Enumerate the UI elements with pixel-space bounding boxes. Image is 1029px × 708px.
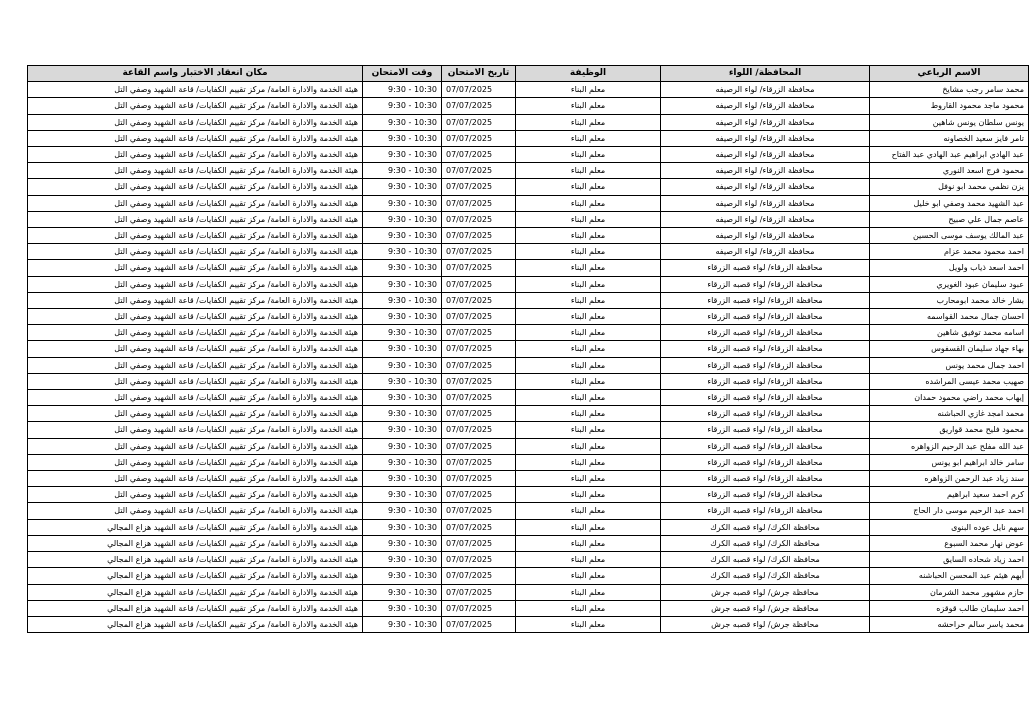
- cell-exam-time: 9:30 - 10:30: [363, 244, 442, 260]
- cell-job: معلم البناء: [516, 503, 661, 519]
- table-row: [28, 454, 1029, 470]
- table-row: [28, 244, 1029, 260]
- cell-name: محمود فرج اسعد النوري: [870, 163, 1029, 179]
- cell-exam-date: 07/07/2025: [442, 147, 516, 163]
- table-row: [28, 341, 1029, 357]
- cell-job: معلم البناء: [516, 211, 661, 227]
- cell-name: كرم احمد سعيد ابراهيم: [870, 487, 1029, 503]
- cell-governorate: محافظة الكرك/ لواء قصبه الكرك: [661, 568, 870, 584]
- cell-governorate: محافظة الزرقاء/ لواء قصبه الزرقاء: [661, 454, 870, 470]
- table-body: [28, 82, 1029, 633]
- table-row: [28, 147, 1029, 163]
- exam-schedule-table: [27, 65, 1029, 633]
- cell-exam-time: 9:30 - 10:30: [363, 276, 442, 292]
- cell-exam-date: 07/07/2025: [442, 438, 516, 454]
- cell-name: صهيب محمد عيسى المراشده: [870, 373, 1029, 389]
- cell-exam-place: هيئة الخدمة والادارة العامة/ مركز تقييم الكفايات/ قاعة الشهيد وصفي التل: [28, 325, 363, 341]
- cell-exam-date: 07/07/2025: [442, 211, 516, 227]
- cell-exam-date: 07/07/2025: [442, 519, 516, 535]
- cell-exam-date: 07/07/2025: [442, 373, 516, 389]
- cell-exam-place: هيئة الخدمة والادارة العامة/ مركز تقييم الكفايات/ قاعة الشهيد وصفي التل: [28, 98, 363, 114]
- cell-governorate: محافظة الزرقاء/ لواء قصبه الزرقاء: [661, 503, 870, 519]
- cell-governorate: محافظة الزرقاء/ لواء قصبه الزرقاء: [661, 309, 870, 325]
- cell-exam-date: 07/07/2025: [442, 568, 516, 584]
- cell-exam-time: 9:30 - 10:30: [363, 600, 442, 616]
- table-row: [28, 552, 1029, 568]
- cell-name: عبد الهادي ابراهيم عبد الهادي عبد الفتاح: [870, 147, 1029, 163]
- cell-governorate: محافظة الزرقاء/ لواء الرصيفه: [661, 163, 870, 179]
- cell-governorate: محافظة الكرك/ لواء قصبه الكرك: [661, 552, 870, 568]
- cell-exam-place: هيئة الخدمة والادارة العامة/ مركز تقييم الكفايات/ قاعة الشهيد وصفي التل: [28, 114, 363, 130]
- cell-job: معلم البناء: [516, 519, 661, 535]
- table-row: [28, 390, 1029, 406]
- cell-exam-time: 9:30 - 10:30: [363, 373, 442, 389]
- cell-exam-time: 9:30 - 10:30: [363, 309, 442, 325]
- cell-job: معلم البناء: [516, 260, 661, 276]
- table-row: [28, 471, 1029, 487]
- cell-exam-date: 07/07/2025: [442, 552, 516, 568]
- table-header: [28, 66, 1029, 82]
- cell-exam-place: هيئة الخدمة والادارة العامة/ مركز تقييم الكفايات/ قاعة الشهيد وصفي التل: [28, 357, 363, 373]
- table-row: [28, 260, 1029, 276]
- header-exam-date: تاريخ الامتحان: [442, 66, 516, 82]
- cell-exam-date: 07/07/2025: [442, 276, 516, 292]
- cell-job: معلم البناء: [516, 454, 661, 470]
- cell-job: معلم البناء: [516, 163, 661, 179]
- cell-name: عوض نهار محمد السبوع: [870, 535, 1029, 551]
- cell-governorate: محافظة الزرقاء/ لواء الرصيفه: [661, 114, 870, 130]
- cell-exam-date: 07/07/2025: [442, 454, 516, 470]
- cell-exam-place: هيئة الخدمة والادارة العامة/ مركز تقييم الكفايات/ قاعة الشهيد وصفي التل: [28, 244, 363, 260]
- cell-governorate: محافظة الزرقاء/ لواء الرصيفه: [661, 179, 870, 195]
- cell-name: يونس سلطان يونس شاهين: [870, 114, 1029, 130]
- cell-exam-time: 9:30 - 10:30: [363, 260, 442, 276]
- cell-exam-time: 9:30 - 10:30: [363, 471, 442, 487]
- cell-exam-place: هيئة الخدمة والادارة العامة/ مركز تقييم الكفايات/ قاعة الشهيد وصفي التل: [28, 503, 363, 519]
- cell-exam-place: هيئة الخدمة والادارة العامة/ مركز تقييم الكفايات/ قاعة الشهيد هزاع المجالي: [28, 616, 363, 632]
- table-row: [28, 584, 1029, 600]
- cell-exam-date: 07/07/2025: [442, 260, 516, 276]
- cell-exam-date: 07/07/2025: [442, 341, 516, 357]
- table-row: [28, 163, 1029, 179]
- header-row: [28, 66, 1029, 82]
- cell-exam-place: هيئة الخدمة والادارة العامة/ مركز تقييم الكفايات/ قاعة الشهيد وصفي التل: [28, 130, 363, 146]
- cell-job: معلم البناء: [516, 471, 661, 487]
- cell-name: حازم مشهور محمد الشرمان: [870, 584, 1029, 600]
- cell-name: احمد سليمان طالب قوقزه: [870, 600, 1029, 616]
- header-job: الوظيفة: [516, 66, 661, 82]
- cell-exam-date: 07/07/2025: [442, 357, 516, 373]
- cell-job: معلم البناء: [516, 422, 661, 438]
- cell-exam-time: 9:30 - 10:30: [363, 584, 442, 600]
- table-row: [28, 422, 1029, 438]
- cell-exam-place: هيئة الخدمة والادارة العامة/ مركز تقييم الكفايات/ قاعة الشهيد هزاع المجالي: [28, 552, 363, 568]
- cell-exam-place: هيئة الخدمة والادارة العامة/ مركز تقييم الكفايات/ قاعة الشهيد هزاع المجالي: [28, 584, 363, 600]
- cell-name: عاصم جمال علي صبيح: [870, 211, 1029, 227]
- cell-governorate: محافظة الكرك/ لواء قصبه الكرك: [661, 535, 870, 551]
- cell-name: سامر خالد ابراهيم ابو يونس: [870, 454, 1029, 470]
- cell-governorate: محافظة الزرقاء/ لواء قصبه الزرقاء: [661, 276, 870, 292]
- cell-governorate: محافظة الزرقاء/ لواء قصبه الزرقاء: [661, 487, 870, 503]
- cell-exam-place: هيئة الخدمة والادارة العامة/ مركز تقييم الكفايات/ قاعة الشهيد وصفي التل: [28, 487, 363, 503]
- cell-exam-date: 07/07/2025: [442, 325, 516, 341]
- cell-exam-time: 9:30 - 10:30: [363, 292, 442, 308]
- cell-governorate: محافظة الكرك/ لواء قصبه الكرك: [661, 519, 870, 535]
- cell-exam-time: 9:30 - 10:30: [363, 147, 442, 163]
- cell-governorate: محافظة الزرقاء/ لواء الرصيفه: [661, 82, 870, 98]
- cell-exam-place: هيئة الخدمة والادارة العامة/ مركز تقييم الكفايات/ قاعة الشهيد وصفي التل: [28, 471, 363, 487]
- cell-exam-place: هيئة الخدمة والادارة العامة/ مركز تقييم الكفايات/ قاعة الشهيد وصفي التل: [28, 163, 363, 179]
- cell-name: بشار خالد محمد ابومحارب: [870, 292, 1029, 308]
- cell-exam-place: هيئة الخدمة والادارة العامة/ مركز تقييم الكفايات/ قاعة الشهيد وصفي التل: [28, 179, 363, 195]
- cell-exam-time: 9:30 - 10:30: [363, 422, 442, 438]
- cell-exam-place: هيئة الخدمة والادارة العامة/ مركز تقييم الكفايات/ قاعة الشهيد وصفي التل: [28, 228, 363, 244]
- cell-exam-date: 07/07/2025: [442, 292, 516, 308]
- cell-job: معلم البناء: [516, 98, 661, 114]
- table-row: [28, 309, 1029, 325]
- cell-job: معلم البناء: [516, 390, 661, 406]
- table-row: [28, 373, 1029, 389]
- cell-name: عبد الله مفلح عبد الرحيم الزواهره: [870, 438, 1029, 454]
- table-row: [28, 357, 1029, 373]
- cell-exam-time: 9:30 - 10:30: [363, 130, 442, 146]
- cell-job: معلم البناء: [516, 373, 661, 389]
- cell-governorate: محافظة الزرقاء/ لواء قصبه الزرقاء: [661, 357, 870, 373]
- cell-exam-date: 07/07/2025: [442, 487, 516, 503]
- cell-exam-time: 9:30 - 10:30: [363, 228, 442, 244]
- cell-exam-place: هيئة الخدمة والادارة العامة/ مركز تقييم الكفايات/ قاعة الشهيد هزاع المجالي: [28, 535, 363, 551]
- cell-exam-time: 9:30 - 10:30: [363, 487, 442, 503]
- cell-governorate: محافظة الزرقاء/ لواء قصبه الزرقاء: [661, 422, 870, 438]
- cell-job: معلم البناء: [516, 228, 661, 244]
- cell-exam-time: 9:30 - 10:30: [363, 552, 442, 568]
- cell-exam-place: هيئة الخدمة والادارة العامة/ مركز تقييم الكفايات/ قاعة الشهيد وصفي التل: [28, 309, 363, 325]
- cell-exam-date: 07/07/2025: [442, 616, 516, 632]
- table-row: [28, 487, 1029, 503]
- cell-governorate: محافظة الزرقاء/ لواء قصبه الزرقاء: [661, 260, 870, 276]
- cell-exam-date: 07/07/2025: [442, 535, 516, 551]
- table-row: [28, 616, 1029, 632]
- cell-job: معلم البناء: [516, 114, 661, 130]
- cell-exam-date: 07/07/2025: [442, 195, 516, 211]
- table-row: [28, 130, 1029, 146]
- cell-exam-place: هيئة الخدمة والادارة العامة/ مركز تقييم الكفايات/ قاعة الشهيد وصفي التل: [28, 390, 363, 406]
- cell-exam-time: 9:30 - 10:30: [363, 616, 442, 632]
- cell-job: معلم البناء: [516, 195, 661, 211]
- cell-exam-date: 07/07/2025: [442, 471, 516, 487]
- cell-governorate: محافظة الزرقاء/ لواء الرصيفه: [661, 130, 870, 146]
- table-row: [28, 114, 1029, 130]
- cell-name: احمد جمال محمد يونس: [870, 357, 1029, 373]
- table-row: [28, 438, 1029, 454]
- table-row: [28, 503, 1029, 519]
- cell-exam-place: هيئة الخدمة والادارة العامة/ مركز تقييم الكفايات/ قاعة الشهيد وصفي التل: [28, 260, 363, 276]
- cell-exam-date: 07/07/2025: [442, 179, 516, 195]
- cell-name: احسان جمال محمد القواسمه: [870, 309, 1029, 325]
- header-exam-time: وقت الامتحان: [363, 66, 442, 82]
- cell-job: معلم البناء: [516, 276, 661, 292]
- cell-name: محمد امجد غازي الحباشنه: [870, 406, 1029, 422]
- cell-exam-date: 07/07/2025: [442, 309, 516, 325]
- table-row: [28, 292, 1029, 308]
- cell-exam-date: 07/07/2025: [442, 600, 516, 616]
- cell-name: عبد الشهيد محمد وصفي ابو خليل: [870, 195, 1029, 211]
- cell-governorate: محافظة الزرقاء/ لواء الرصيفه: [661, 195, 870, 211]
- cell-exam-time: 9:30 - 10:30: [363, 325, 442, 341]
- table-row: [28, 211, 1029, 227]
- cell-job: معلم البناء: [516, 584, 661, 600]
- cell-name: محمد ياسر سالم حراحشه: [870, 616, 1029, 632]
- cell-job: معلم البناء: [516, 82, 661, 98]
- table-row: [28, 195, 1029, 211]
- table-row: [28, 325, 1029, 341]
- header-name: الاسم الرباعي: [870, 66, 1029, 82]
- cell-exam-place: هيئة الخدمة والادارة العامة/ مركز تقييم الكفايات/ قاعة الشهيد وصفي التل: [28, 341, 363, 357]
- cell-governorate: محافظة الزرقاء/ لواء الرصيفه: [661, 147, 870, 163]
- cell-exam-time: 9:30 - 10:30: [363, 195, 442, 211]
- cell-job: معلم البناء: [516, 292, 661, 308]
- cell-governorate: محافظة الزرقاء/ لواء قصبه الزرقاء: [661, 325, 870, 341]
- cell-exam-time: 9:30 - 10:30: [363, 454, 442, 470]
- cell-exam-place: هيئة الخدمة والادارة العامة/ مركز تقييم الكفايات/ قاعة الشهيد وصفي التل: [28, 406, 363, 422]
- cell-exam-time: 9:30 - 10:30: [363, 179, 442, 195]
- cell-exam-date: 07/07/2025: [442, 503, 516, 519]
- cell-exam-date: 07/07/2025: [442, 130, 516, 146]
- cell-exam-time: 9:30 - 10:30: [363, 211, 442, 227]
- table-row: [28, 519, 1029, 535]
- cell-exam-place: هيئة الخدمة والادارة العامة/ مركز تقييم الكفايات/ قاعة الشهيد وصفي التل: [28, 276, 363, 292]
- table-row: [28, 98, 1029, 114]
- cell-exam-place: هيئة الخدمة والادارة العامة/ مركز تقييم الكفايات/ قاعة الشهيد وصفي التل: [28, 292, 363, 308]
- cell-exam-date: 07/07/2025: [442, 228, 516, 244]
- cell-governorate: محافظة جرش/ لواء قصبه جرش: [661, 616, 870, 632]
- cell-exam-place: هيئة الخدمة والادارة العامة/ مركز تقييم الكفايات/ قاعة الشهيد هزاع المجالي: [28, 600, 363, 616]
- cell-exam-date: 07/07/2025: [442, 406, 516, 422]
- cell-exam-place: هيئة الخدمة والادارة العامة/ مركز تقييم الكفايات/ قاعة الشهيد وصفي التل: [28, 195, 363, 211]
- cell-exam-date: 07/07/2025: [442, 82, 516, 98]
- cell-governorate: محافظة الزرقاء/ لواء الرصيفه: [661, 228, 870, 244]
- cell-exam-date: 07/07/2025: [442, 422, 516, 438]
- cell-name: سند زياد عبد الرحمن الزواهره: [870, 471, 1029, 487]
- cell-job: معلم البناء: [516, 487, 661, 503]
- cell-exam-place: هيئة الخدمة والادارة العامة/ مركز تقييم الكفايات/ قاعة الشهيد هزاع المجالي: [28, 568, 363, 584]
- cell-exam-time: 9:30 - 10:30: [363, 519, 442, 535]
- cell-job: معلم البناء: [516, 147, 661, 163]
- cell-exam-place: هيئة الخدمة والادارة العامة/ مركز تقييم الكفايات/ قاعة الشهيد وصفي التل: [28, 373, 363, 389]
- cell-name: تامر فايز سعيد الخصاونه: [870, 130, 1029, 146]
- cell-exam-time: 9:30 - 10:30: [363, 163, 442, 179]
- cell-exam-place: هيئة الخدمة والادارة العامة/ مركز تقييم الكفايات/ قاعة الشهيد وصفي التل: [28, 438, 363, 454]
- cell-governorate: محافظة الزرقاء/ لواء الرصيفه: [661, 244, 870, 260]
- cell-exam-time: 9:30 - 10:30: [363, 357, 442, 373]
- cell-name: بهاء جهاد سليمان القسفوس: [870, 341, 1029, 357]
- cell-exam-time: 9:30 - 10:30: [363, 98, 442, 114]
- cell-governorate: محافظة الزرقاء/ لواء قصبه الزرقاء: [661, 471, 870, 487]
- cell-exam-time: 9:30 - 10:30: [363, 341, 442, 357]
- cell-governorate: محافظة الزرقاء/ لواء الرصيفه: [661, 98, 870, 114]
- cell-name: عبد المالك يوسف موسى الحسين: [870, 228, 1029, 244]
- cell-job: معلم البناء: [516, 568, 661, 584]
- cell-job: معلم البناء: [516, 325, 661, 341]
- cell-exam-date: 07/07/2025: [442, 163, 516, 179]
- cell-name: إيهاب محمد راضي محمود حمدان: [870, 390, 1029, 406]
- cell-name: احمد عبد الرحيم موسى دار الحاج: [870, 503, 1029, 519]
- cell-exam-date: 07/07/2025: [442, 244, 516, 260]
- cell-exam-time: 9:30 - 10:30: [363, 82, 442, 98]
- header-exam-place: مكان انعقاد الاختبار واسم القاعة: [28, 66, 363, 82]
- cell-job: معلم البناء: [516, 552, 661, 568]
- cell-name: عبود سليمان عبود الغويري: [870, 276, 1029, 292]
- cell-job: معلم البناء: [516, 357, 661, 373]
- table-row: [28, 82, 1029, 98]
- cell-exam-time: 9:30 - 10:30: [363, 438, 442, 454]
- cell-name: محمود ماجد محمود القاروط: [870, 98, 1029, 114]
- cell-exam-place: هيئة الخدمة والادارة العامة/ مركز تقييم الكفايات/ قاعة الشهيد وصفي التل: [28, 211, 363, 227]
- cell-exam-time: 9:30 - 10:30: [363, 568, 442, 584]
- cell-name: يزن نظمي محمد ابو نوفل: [870, 179, 1029, 195]
- table-row: [28, 406, 1029, 422]
- cell-governorate: محافظة الزرقاء/ لواء قصبه الزرقاء: [661, 390, 870, 406]
- cell-exam-place: هيئة الخدمة والادارة العامة/ مركز تقييم الكفايات/ قاعة الشهيد وصفي التل: [28, 147, 363, 163]
- cell-governorate: محافظة الزرقاء/ لواء قصبه الزرقاء: [661, 373, 870, 389]
- table-row: [28, 600, 1029, 616]
- cell-name: احمد زياد شحاده السايق: [870, 552, 1029, 568]
- table-row: [28, 179, 1029, 195]
- cell-exam-date: 07/07/2025: [442, 584, 516, 600]
- cell-exam-place: هيئة الخدمة والادارة العامة/ مركز تقييم الكفايات/ قاعة الشهيد وصفي التل: [28, 422, 363, 438]
- cell-job: معلم البناء: [516, 341, 661, 357]
- cell-job: معلم البناء: [516, 438, 661, 454]
- table-row: [28, 228, 1029, 244]
- cell-governorate: محافظة جرش/ لواء قصبه جرش: [661, 584, 870, 600]
- cell-job: معلم البناء: [516, 616, 661, 632]
- cell-name: محمد سامر رجب مشايخ: [870, 82, 1029, 98]
- cell-exam-time: 9:30 - 10:30: [363, 503, 442, 519]
- table-row: [28, 276, 1029, 292]
- cell-job: معلم البناء: [516, 406, 661, 422]
- cell-exam-time: 9:30 - 10:30: [363, 535, 442, 551]
- cell-job: معلم البناء: [516, 179, 661, 195]
- cell-name: احمد محمود محمد عزام: [870, 244, 1029, 260]
- cell-exam-place: هيئة الخدمة والادارة العامة/ مركز تقييم الكفايات/ قاعة الشهيد وصفي التل: [28, 454, 363, 470]
- cell-governorate: محافظة الزرقاء/ لواء قصبه الزرقاء: [661, 292, 870, 308]
- cell-exam-date: 07/07/2025: [442, 98, 516, 114]
- cell-exam-time: 9:30 - 10:30: [363, 406, 442, 422]
- cell-job: معلم البناء: [516, 130, 661, 146]
- cell-exam-time: 9:30 - 10:30: [363, 114, 442, 130]
- cell-job: معلم البناء: [516, 244, 661, 260]
- cell-name: أيهم هيثم عبد المحسن الحباشنه: [870, 568, 1029, 584]
- table-row: [28, 535, 1029, 551]
- cell-governorate: محافظة الزرقاء/ لواء قصبه الزرقاء: [661, 406, 870, 422]
- cell-exam-place: هيئة الخدمة والادارة العامة/ مركز تقييم الكفايات/ قاعة الشهيد وصفي التل: [28, 82, 363, 98]
- cell-name: احمد اسعد ذياب ولويل: [870, 260, 1029, 276]
- cell-name: محمود فليح محمد قواريق: [870, 422, 1029, 438]
- cell-job: معلم البناء: [516, 600, 661, 616]
- cell-exam-date: 07/07/2025: [442, 114, 516, 130]
- cell-name: اسامه محمد توفيق شاهين: [870, 325, 1029, 341]
- cell-governorate: محافظة الزرقاء/ لواء قصبه الزرقاء: [661, 438, 870, 454]
- cell-job: معلم البناء: [516, 535, 661, 551]
- cell-exam-place: هيئة الخدمة والادارة العامة/ مركز تقييم الكفايات/ قاعة الشهيد هزاع المجالي: [28, 519, 363, 535]
- cell-governorate: محافظة جرش/ لواء قصبه جرش: [661, 600, 870, 616]
- cell-exam-time: 9:30 - 10:30: [363, 390, 442, 406]
- cell-name: سهم نايل عوده البنوى: [870, 519, 1029, 535]
- cell-governorate: محافظة الزرقاء/ لواء الرصيفه: [661, 211, 870, 227]
- cell-governorate: محافظة الزرقاء/ لواء قصبه الزرقاء: [661, 341, 870, 357]
- cell-job: معلم البناء: [516, 309, 661, 325]
- cell-exam-date: 07/07/2025: [442, 390, 516, 406]
- table-row: [28, 568, 1029, 584]
- header-governorate: المحافظة/ اللواء: [661, 66, 870, 82]
